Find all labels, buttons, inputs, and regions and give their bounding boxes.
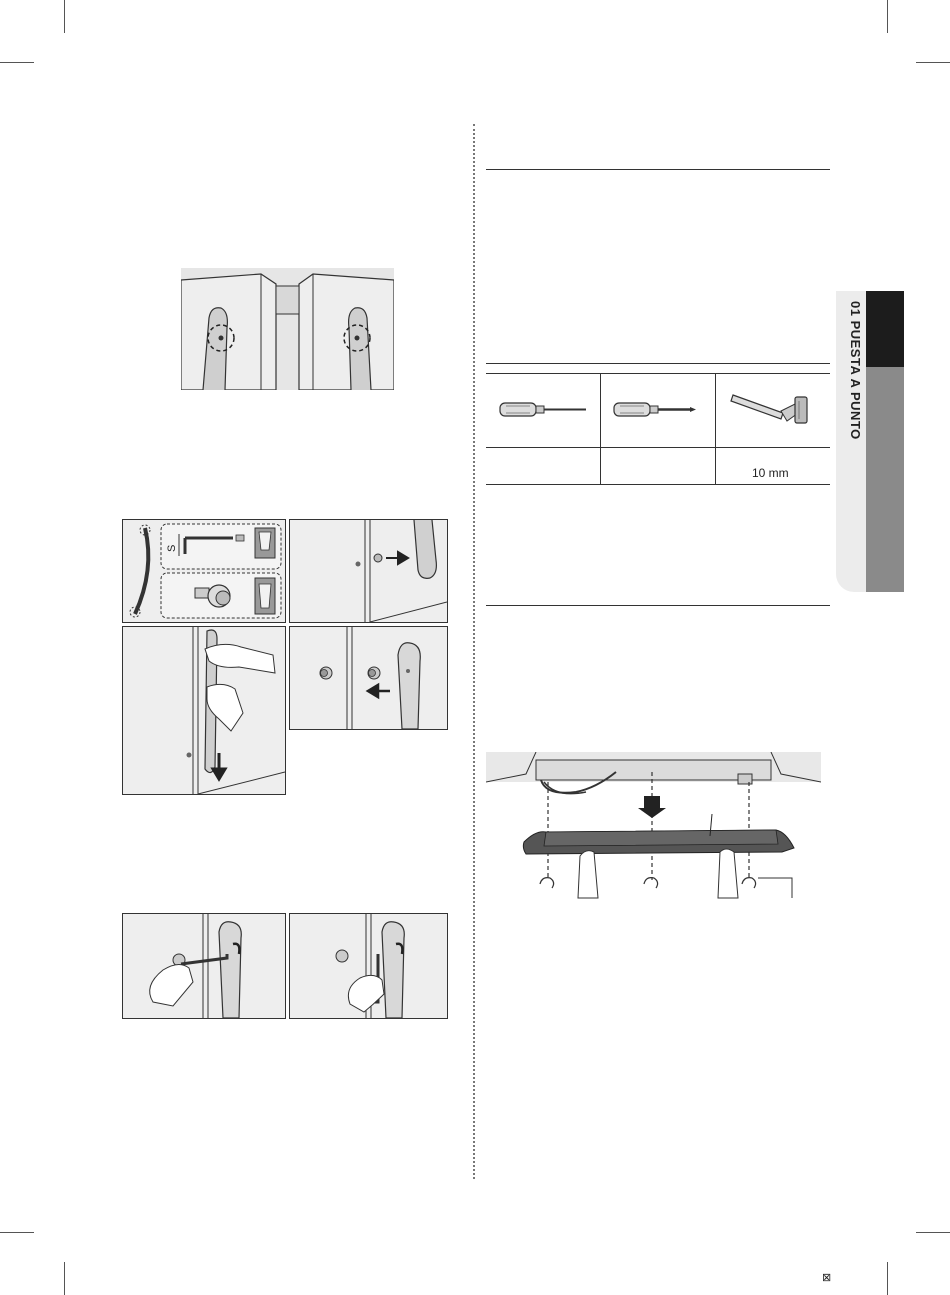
dimension-label: S — [166, 544, 178, 552]
crop-mark — [0, 62, 34, 63]
chapter-side-tab — [836, 291, 904, 592]
crop-mark — [64, 0, 65, 33]
section-rule — [486, 363, 830, 364]
crop-mark — [916, 1232, 950, 1233]
crop-mark — [887, 0, 888, 33]
crop-mark — [64, 1262, 65, 1295]
column-divider — [473, 124, 475, 1179]
figure-bottom-cover — [486, 752, 821, 900]
section-rule — [486, 169, 830, 170]
phillips-screwdriver-icon — [600, 373, 715, 447]
flat-screwdriver-icon — [486, 373, 600, 447]
tool-cell-flat-screwdriver — [486, 373, 601, 485]
tool-cell-phillips-screwdriver — [600, 373, 716, 485]
figure-door-handles-top — [181, 268, 394, 390]
socket-wrench-icon — [715, 373, 830, 447]
figure-screw-insert — [289, 519, 448, 623]
section-rule — [486, 605, 830, 606]
figure-hexkey-tighten-2 — [289, 913, 448, 1019]
tab-gray-block — [866, 367, 904, 592]
figure-parts — [122, 519, 286, 623]
tab-black-block — [866, 291, 904, 367]
figure-hands-mount — [122, 626, 286, 795]
socket-wrench-size: 10 mm — [752, 466, 789, 480]
figure-screws-handle — [289, 626, 448, 730]
crop-mark — [0, 1232, 34, 1233]
tools-table — [486, 373, 830, 485]
chapter-label: 01 PUESTA A PUNTO — [848, 301, 863, 440]
crop-mark — [887, 1262, 888, 1295]
crop-mark — [916, 62, 950, 63]
figure-hexkey-tighten-1 — [122, 913, 286, 1019]
page-number-icon: ⊠ — [822, 1272, 832, 1284]
